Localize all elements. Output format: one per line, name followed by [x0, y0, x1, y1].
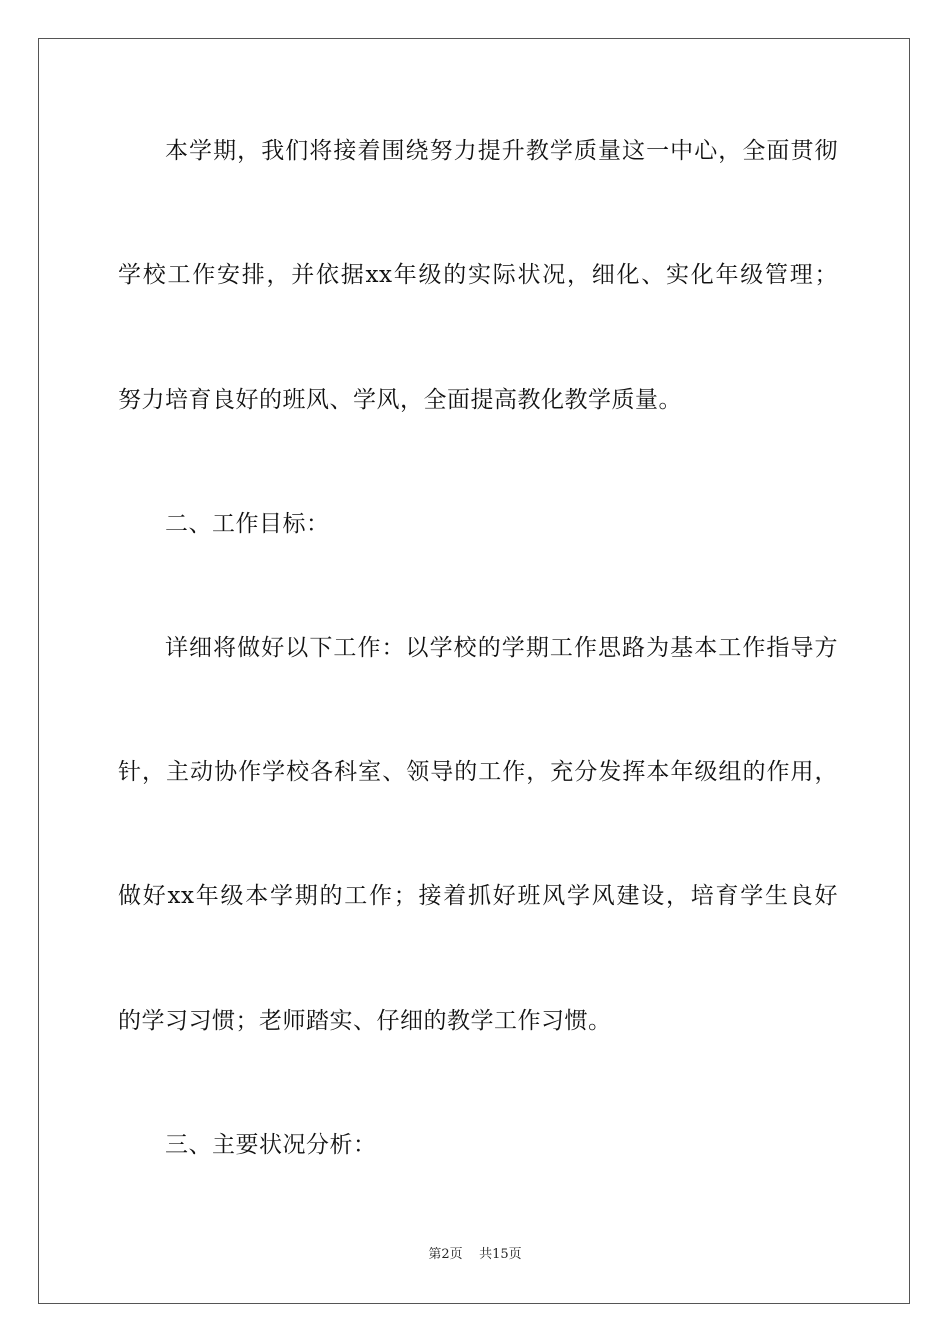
page-number-footer: 第2页 共15页 [428, 1247, 522, 1262]
paragraph-1-line-3: 努力培育良好的班风、学风，全面提高教化教学质量。 [118, 387, 682, 413]
section-heading-goals: 二、工作目标： [165, 511, 330, 537]
paragraph-1-line-1: 本学期，我们将接着围绕努力提升教学质量这一中心，全面贯彻 [165, 138, 838, 164]
paragraph-2-line-4: 的学习习惯；老师踏实、仔细的教学工作习惯。 [118, 1008, 612, 1034]
paragraph-2-line-1: 详细将做好以下工作：以学校的学期工作思路为基本工作指导方 [165, 635, 838, 661]
paragraph-1-line-2: 学校工作安排，并依据xx年级的实际状况，细化、实化年级管理； [118, 262, 838, 288]
page-border [38, 38, 910, 1304]
section-heading-analysis: 三、主要状况分析： [165, 1132, 377, 1158]
paragraph-2-line-3: 做好xx年级本学期的工作；接着抓好班风学风建设，培育学生良好 [118, 883, 838, 909]
paragraph-2-line-2: 针，主动协作学校各科室、领导的工作，充分发挥本年级组的作用， [118, 759, 838, 785]
